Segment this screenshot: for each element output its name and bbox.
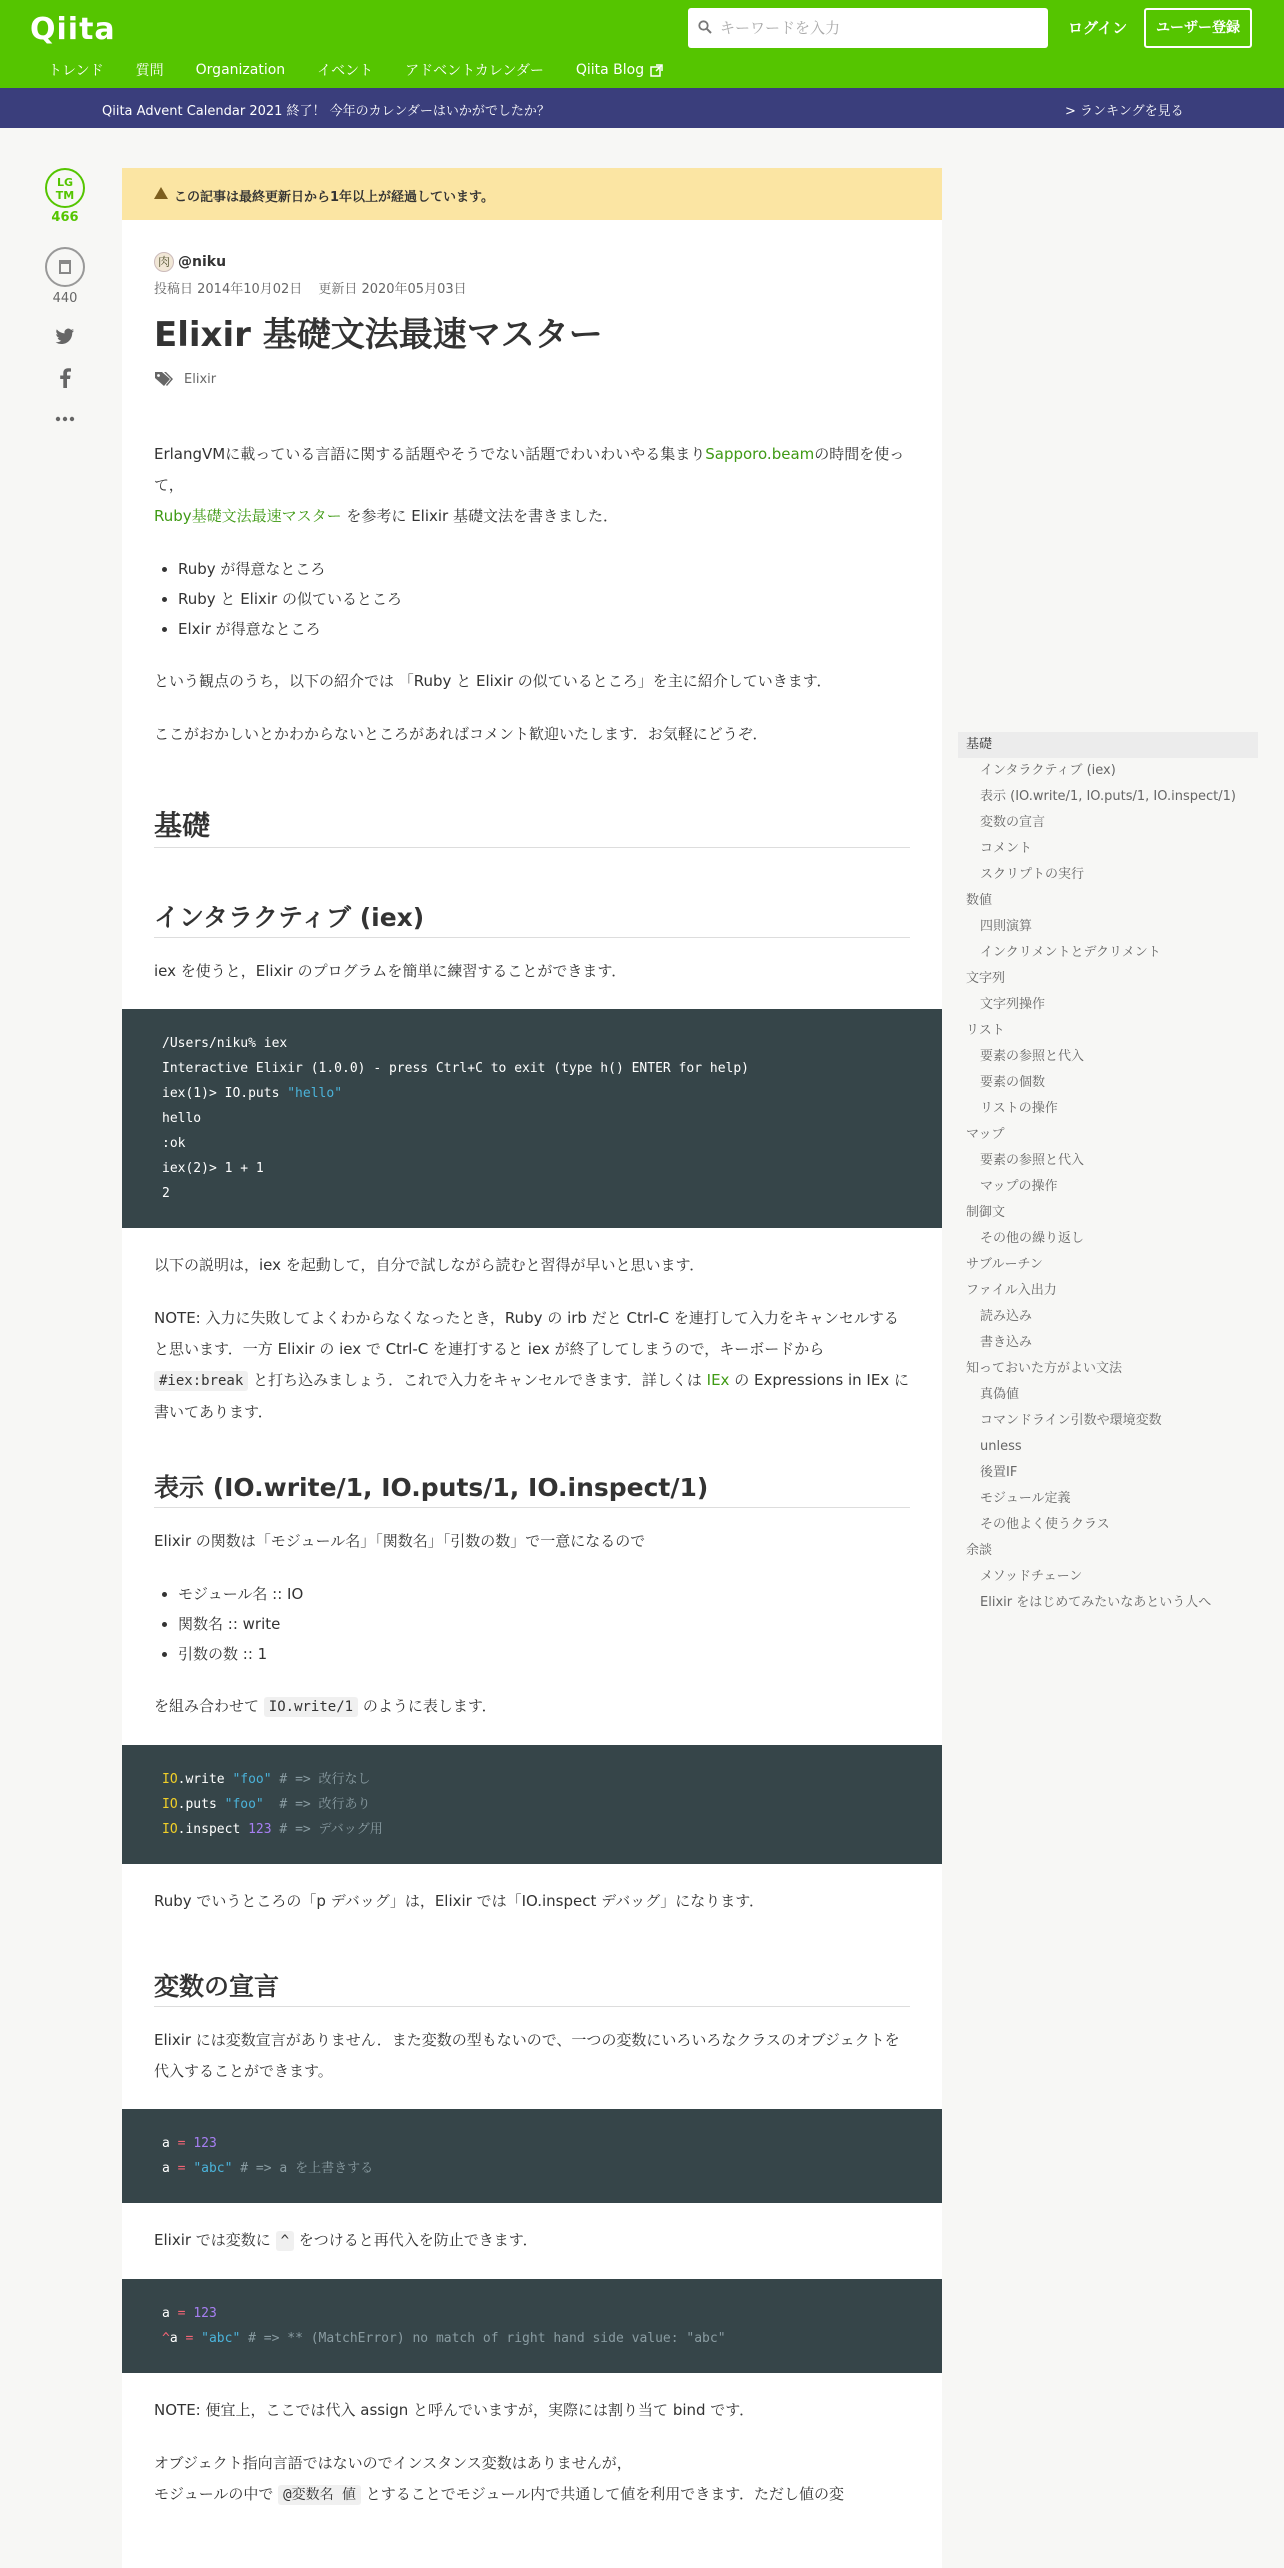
- nav-events[interactable]: イベント: [317, 63, 374, 79]
- global-header: [0, 0, 1284, 88]
- intro-text-3: を参考に Elixir 基礎文法を書きました．: [341, 507, 618, 525]
- toc-item[interactable]: リストの操作: [980, 1101, 1058, 1116]
- toc-item[interactable]: 要素の参照と代入: [980, 1049, 1085, 1064]
- lgtm-button[interactable]: [45, 168, 85, 208]
- updated-date: 更新日 2020年05月03日: [318, 282, 467, 297]
- intro-text-1: ErlangVMに載っている言語に関する話題やそうでない話題でわいわいやる集まり: [154, 445, 706, 463]
- function-identity-list: [178, 1579, 910, 1669]
- toc-item[interactable]: 書き込み: [980, 1335, 1033, 1350]
- article-card: [122, 168, 942, 2568]
- intro-paragraph: [154, 439, 910, 532]
- nav-qiita-blog-label: Qiita Blog: [575, 62, 645, 78]
- facebook-icon[interactable]: [53, 368, 77, 388]
- toc-item[interactable]: 後置IF: [980, 1465, 1018, 1480]
- toc-item[interactable]: インクリメントとデクリメント: [980, 945, 1161, 960]
- module-attribute-paragraph: オブジェクト指向言語ではないのでインスタンス変数はありませんが， モジュールの中で @変数名 値 とすることでモジュール内で共通して値を利用できます．ただし値の変: [154, 2454, 845, 2503]
- author-name[interactable]: @niku: [178, 254, 227, 270]
- posted-date: 投稿日 2014年10月02日: [154, 282, 303, 297]
- combine-paragraph: を組み合わせて IO.write/1 のように表します．: [154, 1697, 497, 1715]
- after-iex-paragraph: 以下の説明は，iex を起動して，自分で試しながら読むと習得が早いと思います．: [154, 1256, 705, 1274]
- list-item: • モジュール名 :: IO: [178, 1579, 910, 1609]
- toc-item[interactable]: 真偽値: [980, 1387, 1020, 1402]
- advent-banner-text[interactable]: Qiita Advent Calendar 2021 終了！ 今年のカレンダーはいかがでしたか？: [102, 104, 550, 119]
- toc-item[interactable]: 変数の宣言: [980, 815, 1046, 830]
- nav-questions[interactable]: 質問: [135, 63, 164, 79]
- list-item: • Elxir が得意なところ: [178, 614, 910, 644]
- login-button[interactable]: ログイン: [1068, 19, 1128, 37]
- article-title: Elixir 基礎文法最速マスター: [154, 315, 603, 355]
- advent-calendar-banner: [0, 88, 1284, 128]
- toc-item[interactable]: マップの操作: [980, 1179, 1058, 1194]
- tag-list: [154, 371, 910, 387]
- toc-item[interactable]: 知っておいた方がよい文法: [966, 1361, 1123, 1376]
- article-dates: [154, 278, 910, 297]
- author-avatar[interactable]: 肉: [154, 252, 174, 272]
- list-item: • 関数名 :: write: [178, 1609, 910, 1639]
- toc-item[interactable]: 要素の個数: [980, 1075, 1046, 1090]
- toc-item[interactable]: ファイル入出力: [966, 1283, 1057, 1298]
- outdated-notice-text: この記事は最終更新日から1年以上が経過しています。: [174, 190, 495, 205]
- article-body: [154, 439, 910, 2511]
- article-side-actions: [40, 168, 90, 422]
- list-item: • 引数の数 :: 1: [178, 1639, 910, 1669]
- search-input[interactable]: [720, 8, 1040, 48]
- toc-item[interactable]: Elixir をはじめてみたいなあという人へ: [980, 1595, 1212, 1610]
- iex-docs-link[interactable]: IEx: [706, 1371, 730, 1389]
- ranking-link[interactable]: > ランキングを見る: [1065, 104, 1184, 119]
- pin-paragraph: Elixir では変数に ^ をつけると再代入を防止できます．: [154, 2231, 538, 2249]
- lgtm-label-top: LG: [56, 176, 74, 189]
- heading-basics: 基礎: [154, 810, 910, 848]
- nav-qiita-blog[interactable]: [576, 60, 663, 80]
- nav-organization[interactable]: Organization: [195, 62, 286, 78]
- heading-variables: 変数の宣言: [154, 1971, 910, 2007]
- toc-item[interactable]: 四則演算: [980, 919, 1033, 934]
- viewpoint-paragraph: という観点のうち，以下の紹介では 「Ruby と Elixir の似ているところ」を主に紹介していきます．: [154, 672, 832, 690]
- inline-code: ^: [276, 2231, 294, 2251]
- comment-paragraph: ここがおかしいとかわからないところがあればコメント歓迎いたします．お気軽にどうぞ．: [154, 725, 768, 743]
- more-options-icon[interactable]: [53, 416, 77, 422]
- toc-item[interactable]: その他の繰り返し: [980, 1231, 1085, 1246]
- bind-note-paragraph: NOTE: 便宜上，ここでは代入 assign と呼んでいますが，実際には割り当て bind です．: [154, 2401, 755, 2419]
- table-of-contents: [958, 732, 1258, 1616]
- toc-item[interactable]: マップ: [966, 1127, 1005, 1142]
- toc-item[interactable]: サブルーチン: [966, 1257, 1043, 1272]
- toc-item[interactable]: 読み込み: [980, 1309, 1033, 1324]
- toc-item[interactable]: モジュール定義: [980, 1491, 1071, 1506]
- lgtm-label-bottom: TM: [55, 189, 75, 202]
- toc-item[interactable]: リスト: [966, 1023, 1005, 1038]
- code-block-pin: a = 123 ^a = "abc" # => ** (MatchError) no match of right hand side value: "abc": [122, 2279, 942, 2373]
- io-paragraph: Elixir の関数は「モジュール名」「関数名」「引数の数」で一意になるので: [154, 1532, 646, 1550]
- signup-button[interactable]: ユーザー登録: [1144, 8, 1252, 48]
- nav-advent-calendar[interactable]: アドベントカレンダー: [405, 63, 544, 79]
- inline-code: @変数名 値: [278, 2485, 361, 2505]
- global-nav: [48, 60, 695, 80]
- tag-elixir[interactable]: Elixir: [184, 371, 217, 387]
- iex-paragraph: iex を使うと，Elixir のプログラムを簡単に練習することができます．: [154, 962, 627, 980]
- toc-item[interactable]: 文字列: [966, 971, 1006, 986]
- code-block-iex: /Users/niku% iex Interactive Elixir (1.0.0) - press Ctrl+C to exit (type h() ENTER for help) iex(1)> IO.puts "hello" hello :ok iex(2)> 1 + 1 2: [122, 1009, 942, 1228]
- author-row: [154, 252, 910, 272]
- search-box[interactable]: [688, 8, 1048, 48]
- toc-item[interactable]: 数値: [966, 893, 993, 908]
- toc-item[interactable]: コメント: [980, 841, 1033, 856]
- stock-button[interactable]: [45, 247, 85, 287]
- nav-trend[interactable]: トレンド: [48, 63, 104, 79]
- toc-item[interactable]: インタラクティブ (iex): [980, 763, 1116, 778]
- intro-text-2: の時間を使って，: [154, 445, 905, 494]
- code-block-io: IO.write "foo" # => 改行なし IO.puts "foo" # => 改行あり IO.inspect 123 # => デバッグ用: [122, 1745, 942, 1864]
- code-block-variables: a = 123 a = "abc" # => a を上書きする: [122, 2109, 942, 2203]
- ruby-master-link[interactable]: Ruby基礎文法最速マスター: [154, 507, 342, 525]
- search-icon: [698, 20, 712, 34]
- toc-item[interactable]: メソッドチェーン: [980, 1569, 1083, 1584]
- lgtm-count: 466: [51, 210, 79, 225]
- variables-paragraph: Elixir には変数宣言がありません．また変数の型もないので、一つの変数にいろいろなクラスのオブジェクトを代入することができます。: [154, 2031, 900, 2080]
- external-link-icon: [650, 64, 663, 77]
- debug-paragraph: Ruby でいうところの「p デバッグ」は，Elixir では「IO.inspect デバッグ」になります．: [154, 1892, 765, 1910]
- article-content: [122, 220, 942, 2511]
- toc-item[interactable]: 文字列操作: [980, 997, 1046, 1012]
- toc-item[interactable]: 表示 (IO.write/1, IO.puts/1, IO.inspect/1): [980, 789, 1236, 804]
- warning-icon: [154, 187, 168, 199]
- stock-icon: [59, 260, 71, 274]
- outdated-notice: [122, 168, 942, 220]
- toc-item[interactable]: 要素の参照と代入: [980, 1153, 1085, 1168]
- qiita-logo[interactable]: Qiita: [30, 12, 116, 47]
- tags-icon: [154, 371, 174, 387]
- inline-code: IO.write/1: [264, 1697, 358, 1717]
- toc-item[interactable]: その他よく使うクラス: [980, 1517, 1110, 1532]
- toc-item[interactable]: unless: [980, 1439, 1022, 1454]
- twitter-icon[interactable]: [53, 328, 77, 344]
- inline-code: #iex:break: [154, 1371, 248, 1391]
- viewpoint-list: [178, 554, 910, 644]
- toc-item[interactable]: 基礎: [958, 732, 1258, 758]
- toc-item[interactable]: コマンドライン引数や環境変数: [980, 1413, 1162, 1428]
- toc-item[interactable]: スクリプトの実行: [980, 867, 1085, 882]
- toc-item[interactable]: 余談: [966, 1543, 993, 1558]
- toc-item[interactable]: 制御文: [966, 1205, 1006, 1220]
- list-item: • Ruby と Elixir の似ているところ: [178, 584, 910, 614]
- stock-count: 440: [52, 291, 78, 306]
- note-iex-break-paragraph: NOTE: 入力に失敗してよくわからなくなったとき，Ruby の irb だと Ctrl-C を連打して入力をキャンセルすると思います．一方 Elixir の iex で Ctrl-C を連打すると iex が終了してしまうので，キーボードから #iex:break と打ち込みましょう．これで入力をキャンセルできます．詳しくは IEx の Expressions in IEx に書いてあります．: [154, 1309, 909, 1421]
- sapporo-beam-link[interactable]: Sapporo.beam: [705, 445, 815, 463]
- heading-iex: インタラクティブ (iex): [154, 902, 910, 938]
- heading-io: 表示 (IO.write/1, IO.puts/1, IO.inspect/1): [154, 1472, 910, 1508]
- list-item: • Ruby が得意なところ: [178, 554, 910, 584]
